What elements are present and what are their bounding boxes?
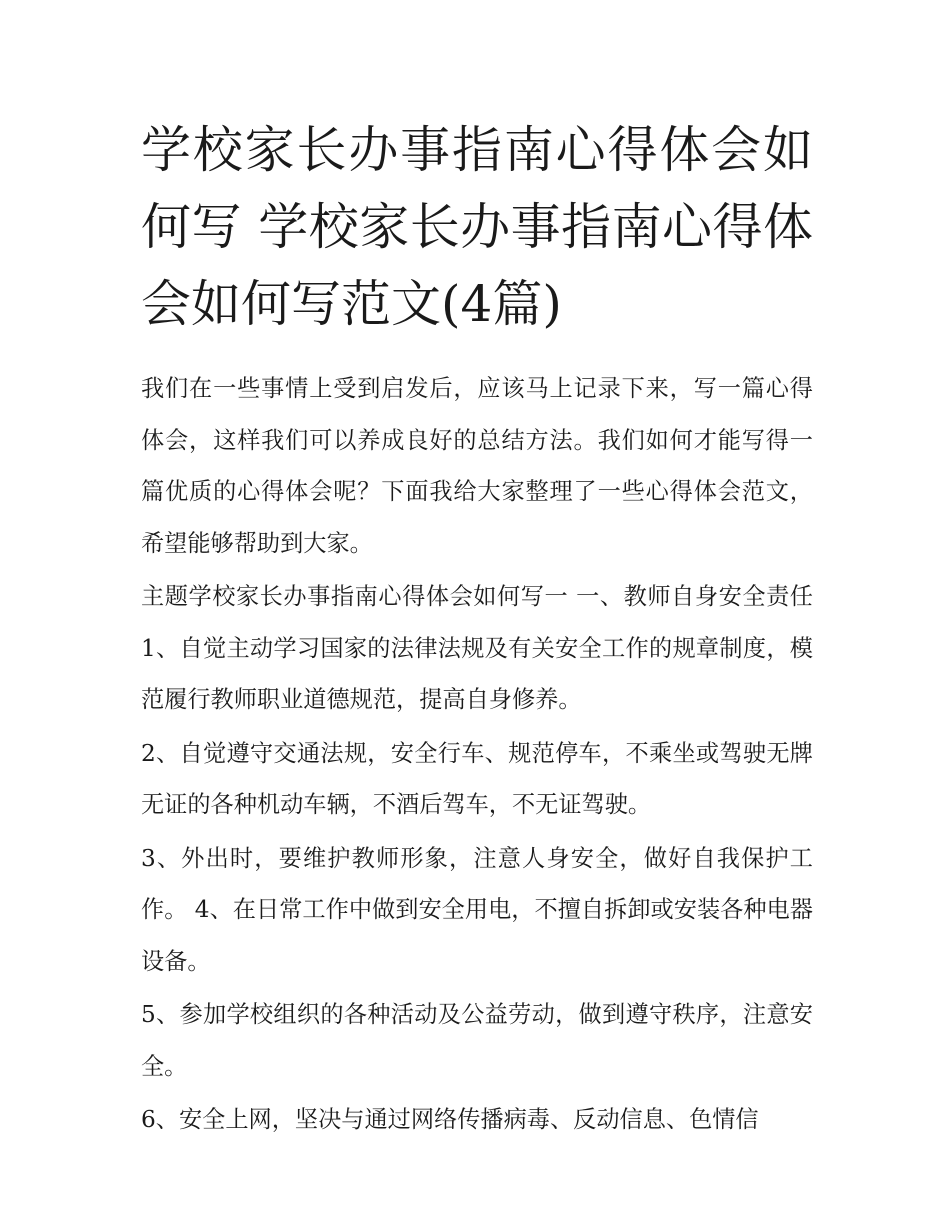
paragraph-4: 5、参加学校组织的各种活动及公益劳动，做到遵守秩序，注意安全。 — [141, 1001, 813, 1080]
paragraph-intro: 我们在一些事情上受到启发后，应该马上记录下来，写一篇心得体会，这样我们可以养成良好的总结方法。我们如何才能写得一篇优质的心得体会呢？下面我给大家整理了一些心得体会范文，希望能够帮助到大家。 — [141, 375, 813, 557]
paragraph-3: 3、外出时，要维护教师形象，注意人身安全，做好自我保护工作。 4、在日常工作中做到安全用电，不擅自拆卸或安装各种电器设备。 — [141, 844, 813, 975]
document-page — [141, 112, 813, 1148]
paragraph-1: 主题学校家长办事指南心得体会如何写一 一、教师自身安全责任 1、自觉主动学习国家的法律法规及有关安全工作的规章制度，模范履行教师职业道德规范，提高自身修养。 — [141, 583, 813, 713]
document-title: 学校家长办事指南心得体会如何写 学校家长办事指南心得体会如何写范文(4篇) — [141, 121, 813, 333]
paragraph-2: 2、自觉遵守交通法规，安全行车、规范停车，不乘坐或驾驶无牌无证的各种机动车辆，不酒后驾车，不无证驾驶。 — [141, 739, 813, 818]
paragraph-5: 6、安全上网，坚决与通过网络传播病毒、反动信息、色情信 — [141, 1106, 759, 1133]
